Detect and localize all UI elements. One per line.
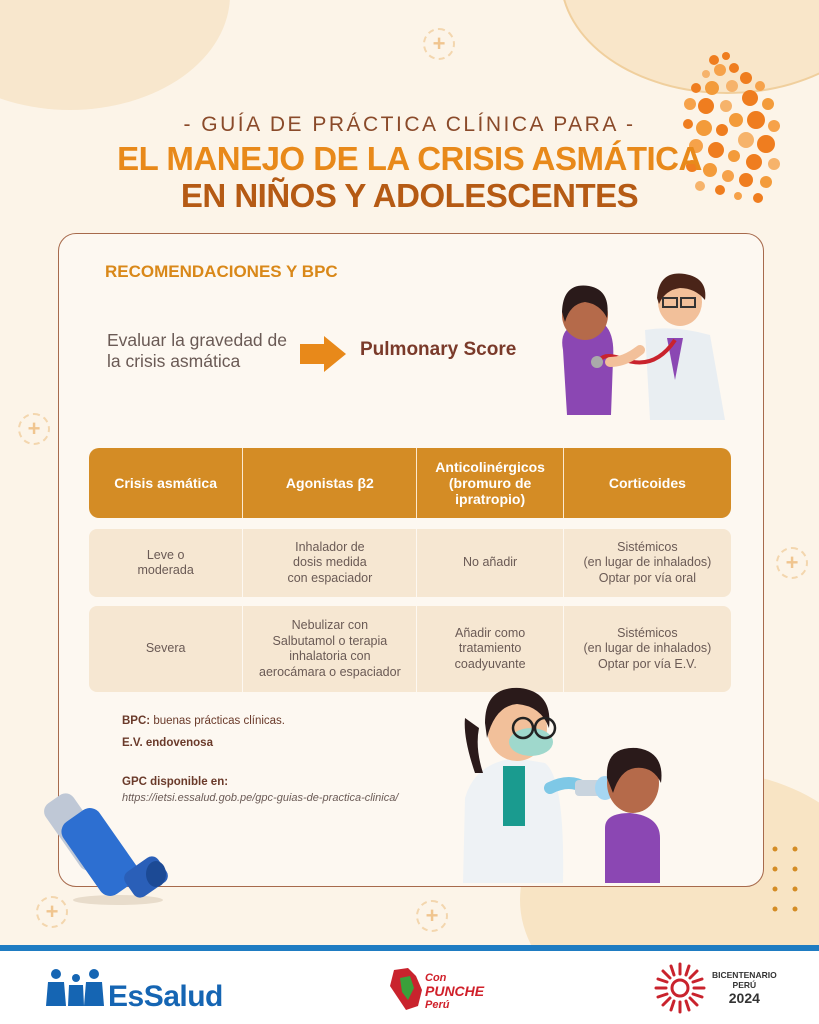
table-row xyxy=(89,529,731,597)
bicentenario-sun-logo-icon xyxy=(652,960,708,1016)
arrow-right-icon xyxy=(300,336,346,372)
table-cell: Severa xyxy=(89,606,243,692)
punche-line-2: PUNCHE xyxy=(425,983,485,999)
bg-blob-top-left xyxy=(0,0,230,110)
title-line-2: EN NIÑOS Y ADOLESCENTES xyxy=(180,177,639,214)
dot-pattern-icon xyxy=(770,844,805,924)
table-cell: Sistémicos (en lugar de inhalados) Optar por vía oral xyxy=(583,539,712,585)
essalud-logo-text: EsSalud xyxy=(108,980,223,1013)
recommendations-table-header xyxy=(89,448,731,518)
table-cell: Nebulizar con Salbutamol o terapia inhalatoria con aerocámara o espaciador xyxy=(243,606,417,692)
plus-circle-icon: + xyxy=(36,896,68,928)
kicker-text: - GUÍA DE PRÁCTICA CLÍNICA PARA - xyxy=(183,113,636,136)
table-cell: Inhalador de dosis medida con espaciador xyxy=(243,529,417,597)
inhaler-icon xyxy=(38,782,173,907)
header-anticolinergicos: Anticolinérgicos (bromuro de ipratropio) xyxy=(417,448,563,518)
con-punche-peru-logo xyxy=(425,972,484,1011)
plus-circle-icon: + xyxy=(776,547,808,579)
bpc-text: buenas prácticas clínicas. xyxy=(150,715,285,727)
bicentenario-text xyxy=(712,970,777,1006)
plus-circle-icon: + xyxy=(18,413,50,445)
header-crisis: Crisis asmática xyxy=(89,448,243,518)
pulmonary-score-label: Pulmonary Score xyxy=(360,339,517,360)
bicent-line-1: BICENTENARIO xyxy=(712,970,777,980)
punche-line-1: Con xyxy=(425,972,447,984)
peru-map-icon xyxy=(386,966,426,1012)
plus-circle-icon: + xyxy=(423,28,455,60)
bicent-line-2: PERÚ xyxy=(732,980,757,990)
bicent-year: 2024 xyxy=(728,990,760,1006)
header-agonistas: Agonistas β2 xyxy=(243,448,417,518)
title-line-1: EL MANEJO DE LA CRISIS ASMÁTICA xyxy=(117,140,702,177)
plus-circle-icon: + xyxy=(416,900,448,932)
gpc-label: GPC disponible en: xyxy=(122,776,229,788)
essalud-family-logo-icon xyxy=(46,968,106,1008)
punche-line-3: Perú xyxy=(425,999,450,1011)
table-cell: Leve o moderada xyxy=(89,529,243,597)
table-cell: No añadir xyxy=(417,529,563,597)
ev-note: E.V. endovenosa xyxy=(122,737,213,749)
bpc-label: BPC: xyxy=(122,715,151,727)
gpc-url-link[interactable]: https://ietsi.essalud.gob.pe/gpc-guias-de-practica-clinica/ xyxy=(122,792,399,804)
evaluate-text: Evaluar la gravedad de la crisis asmática xyxy=(107,330,287,371)
header-corticoides: Corticoides xyxy=(608,475,686,491)
table-cell: Sistémicos (en lugar de inhalados) Optar por vía E.V. xyxy=(583,625,712,671)
nebulizer-treatment-illustration xyxy=(455,678,670,888)
table-cell: Añadir como tratamiento coadyuvante xyxy=(417,606,563,692)
doctor-stethoscope-illustration xyxy=(545,270,735,425)
section-title: RECOMENDACIONES Y BPC xyxy=(105,262,338,281)
bpc-note xyxy=(122,715,285,727)
